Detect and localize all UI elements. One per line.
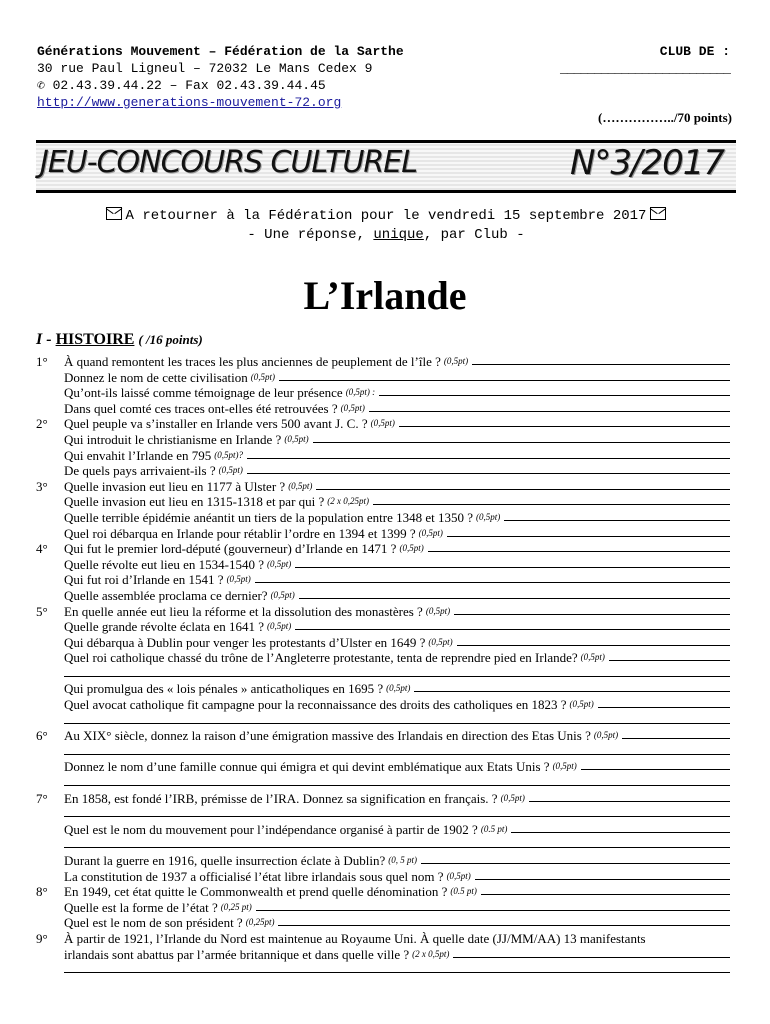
- question-row: [36, 416, 730, 432]
- question-text: Donnez le nom de cette civilisation: [64, 369, 248, 385]
- question-text: Qui débarqua à Dublin pour venger les protestants d’Ulster en 1649 ?: [64, 634, 426, 650]
- question-row: [36, 650, 730, 666]
- question-number: 2°: [36, 416, 48, 432]
- answer-line[interactable]: [64, 713, 730, 724]
- answer-line[interactable]: [64, 806, 730, 817]
- question-row: [36, 604, 730, 620]
- question-text: À partir de 1921, l’Irlande du Nord est maintenue au Royaume Uni. À quelle date (JJ/MM/AA) 13 manifestants: [64, 930, 646, 946]
- question-row: [36, 541, 730, 557]
- answer-line[interactable]: [379, 385, 730, 396]
- question-points: (0,5pt): [267, 558, 292, 569]
- question-text: Quel peuple va s’installer en Irlande vers 500 avant J. C. ?: [64, 416, 368, 432]
- section-dash: -: [42, 331, 56, 348]
- question-row: [36, 572, 730, 588]
- question-number: [36, 385, 64, 401]
- total-points: (……………../70 points): [598, 110, 732, 125]
- question-text: Quelle est la forme de l’état ?: [64, 899, 218, 915]
- answer-line[interactable]: [447, 526, 730, 537]
- answer-line[interactable]: [481, 884, 730, 895]
- question-points: (0,5pt): [500, 792, 525, 803]
- question-number: 7°: [36, 790, 48, 806]
- question-text: Donnez le nom d’une famille connue qui émigra et qui devint emblématique aux Etats Unis ?: [64, 759, 550, 775]
- question-points: (0,5pt): [270, 589, 295, 600]
- question-row: [36, 744, 730, 760]
- return-notice: [36, 207, 736, 245]
- question-row: [36, 915, 730, 931]
- answer-line[interactable]: [373, 494, 730, 505]
- question-row: [36, 619, 730, 635]
- organization-address: 30 rue Paul Ligneul – 72032 Le Mans Cedex 9: [37, 61, 373, 76]
- question-text: Quel roi catholique chassé du trône de l’Angleterre protestante, tenta de reprendre pied en Irlande?: [64, 650, 578, 666]
- question-text: Quelle révolte eut lieu en 1534-1540 ?: [64, 556, 264, 572]
- answer-line[interactable]: [453, 947, 730, 958]
- section-roman: I: [36, 331, 43, 348]
- question-points: (0,5pt): [340, 402, 365, 413]
- section-heading: [36, 331, 203, 349]
- answer-line[interactable]: [622, 728, 730, 739]
- question-row: [36, 666, 730, 682]
- question-list: [36, 354, 730, 978]
- question-number: 3°: [36, 478, 48, 494]
- question-row: [36, 900, 730, 916]
- question-points: (0.5 pt): [450, 886, 477, 897]
- question-points: (0,5pt): [580, 652, 605, 663]
- answer-line[interactable]: [316, 479, 730, 490]
- answer-line[interactable]: [457, 635, 730, 646]
- question-number: [36, 947, 64, 963]
- question-points: (0,5pt): [266, 621, 292, 632]
- question-points: (0,5pt): [476, 511, 501, 522]
- question-points: (0,5pt) :: [345, 387, 376, 398]
- question-row: [36, 822, 730, 838]
- club-block: [520, 43, 730, 77]
- question-number: [36, 681, 64, 697]
- question-points: (0,25 pt): [220, 901, 252, 912]
- question-text: irlandais sont abattus par l’armée britannique et dans quelle ville ?: [64, 946, 410, 962]
- question-row: [36, 557, 730, 573]
- question-row: [36, 432, 730, 448]
- question-text: De quels pays arrivaient-ils ?: [64, 463, 216, 479]
- question-number: [36, 370, 64, 386]
- section-title: HISTOIRE: [55, 331, 135, 348]
- question-number: [36, 619, 64, 635]
- notice-rule-unique: unique: [373, 227, 424, 243]
- question-number: [36, 697, 64, 713]
- question-number: [36, 650, 64, 666]
- question-row: [36, 463, 730, 479]
- organization-name: Générations Mouvement – Fédération de la Sarthe: [37, 44, 404, 59]
- club-label: CLUB DE :: [659, 44, 730, 59]
- answer-line[interactable]: [64, 837, 730, 848]
- question-text: Quelle invasion eut lieu en 1315-1318 et par qui ?: [64, 494, 325, 510]
- answer-line[interactable]: [475, 869, 730, 880]
- question-row: [36, 588, 730, 604]
- organization-phone: ✆ 02.43.39.44.22 – Fax 02.43.39.44.45: [37, 78, 326, 93]
- organization-block: [37, 43, 517, 111]
- question-points: (0,5pt): [370, 418, 395, 429]
- question-points: (0, 5 pt): [388, 855, 418, 865]
- answer-line[interactable]: [609, 650, 730, 661]
- question-points: (0,25pt): [245, 917, 275, 928]
- question-number: [36, 401, 64, 417]
- question-points: (0,5pt): [446, 870, 471, 881]
- question-points: (0,5pt): [425, 605, 451, 616]
- question-points: (0,5pt): [399, 543, 424, 554]
- question-points: (0,5pt): [443, 356, 469, 366]
- question-number: 6°: [36, 728, 48, 744]
- question-points: (0,5pt): [569, 699, 594, 710]
- question-row: [36, 713, 730, 729]
- question-points: (0,5pt): [593, 730, 619, 741]
- question-number: [36, 432, 64, 448]
- answer-line[interactable]: [581, 759, 730, 770]
- question-text: Qui promulgua des « lois pénales » anticatholiques en 1695 ?: [64, 681, 384, 697]
- notice-rule-a: - Une réponse,: [247, 227, 374, 243]
- question-text: Quelle grande révolte éclata en 1641 ?: [64, 619, 264, 635]
- answer-line[interactable]: [247, 463, 730, 474]
- answer-line[interactable]: [421, 853, 730, 864]
- answer-line[interactable]: [64, 666, 730, 677]
- question-row: [36, 775, 730, 791]
- question-row: [36, 370, 730, 386]
- question-points: (0,5pt): [226, 574, 251, 585]
- question-row: [36, 401, 730, 417]
- question-number: [36, 463, 64, 479]
- question-number: [36, 588, 64, 604]
- answer-line[interactable]: [255, 572, 730, 583]
- question-number: [36, 759, 64, 775]
- question-row: [36, 837, 730, 853]
- question-row: [36, 479, 730, 495]
- question-text: Quel est le nom de son président ?: [64, 915, 243, 931]
- question-text: Qui introduit le christianisme en Irlande ?: [64, 431, 282, 447]
- question-number: 4°: [36, 541, 48, 557]
- question-number: [36, 822, 64, 838]
- question-points: (0,5pt): [418, 527, 443, 538]
- banner-title: JEU-CONCOURS CULTUREL: [40, 145, 417, 180]
- notice-rule-c: , par Club -: [423, 227, 525, 243]
- question-row: [36, 354, 730, 370]
- answer-line[interactable]: [504, 510, 730, 521]
- contest-banner: [36, 140, 736, 193]
- question-number: [36, 635, 64, 651]
- page-title: L’Irlande: [303, 273, 467, 318]
- question-row: [36, 385, 730, 401]
- section-points: ( /16 points): [138, 332, 203, 347]
- question-text: Quelle assemblée proclama ce dernier?: [64, 587, 268, 603]
- answer-line[interactable]: [428, 541, 730, 552]
- question-points: (0,5pt): [284, 433, 309, 444]
- question-row: [36, 697, 730, 713]
- question-text: Quelle invasion eut lieu en 1177 à Ulster ?: [64, 478, 286, 494]
- question-row: [36, 448, 730, 464]
- question-row: [36, 791, 730, 807]
- question-text: En 1858, est fondé l’IRB, prémisse de l’IRA. Donnez sa signification en français. ?: [64, 790, 498, 806]
- question-number: [36, 572, 64, 588]
- answer-line[interactable]: [529, 791, 730, 802]
- question-row: [36, 759, 730, 775]
- question-row: [36, 635, 730, 651]
- question-row: [36, 962, 730, 978]
- question-number: [36, 448, 64, 464]
- answer-line[interactable]: [598, 697, 730, 708]
- answer-line[interactable]: [399, 416, 730, 427]
- question-row: [36, 853, 730, 869]
- question-number: [36, 510, 64, 526]
- question-row: [36, 931, 730, 947]
- answer-line[interactable]: [279, 370, 730, 381]
- question-number: 9°: [36, 930, 48, 946]
- banner-number: N°3/2017: [569, 143, 724, 183]
- question-row: [36, 494, 730, 510]
- question-text: Qui fut roi d’Irlande en 1541 ?: [64, 572, 224, 588]
- answer-line[interactable]: [247, 448, 730, 459]
- question-number: [36, 853, 64, 869]
- club-name-field[interactable]: _________________________: [559, 61, 730, 76]
- question-text: À quand remontent les traces les plus anciennes de peuplement de l’île ?: [64, 354, 441, 369]
- envelope-icon: [650, 207, 666, 220]
- envelope-icon: [106, 207, 122, 220]
- answer-line[interactable]: [256, 900, 730, 911]
- organization-url-link[interactable]: http://www.generations-mouvement-72.org: [37, 95, 342, 110]
- question-text: Quel avocat catholique fit campagne pour la reconnaissance des droits des catholiques en 1823 ?: [64, 697, 567, 713]
- question-number: 8°: [36, 884, 48, 900]
- question-row: [36, 728, 730, 744]
- question-number: 5°: [36, 603, 48, 619]
- answer-line[interactable]: [472, 354, 730, 365]
- answer-line[interactable]: [278, 915, 730, 926]
- question-row: [36, 884, 730, 900]
- answer-line[interactable]: [369, 401, 730, 412]
- answer-line[interactable]: [295, 557, 730, 568]
- question-points: (0,5pt)?: [214, 449, 244, 460]
- question-points: (2 x 0,25pt): [327, 496, 370, 507]
- question-row: [36, 681, 730, 697]
- answer-line[interactable]: [295, 619, 730, 630]
- question-text: Quelle terrible épidémie anéantit un tiers de la population entre 1348 et 1350 ?: [64, 509, 473, 525]
- answer-line[interactable]: [454, 604, 730, 615]
- answer-line[interactable]: [299, 588, 730, 599]
- question-number: [36, 557, 64, 573]
- answer-line[interactable]: [313, 432, 730, 443]
- notice-deadline: A retourner à la Fédération pour le vendredi 15 septembre 2017: [125, 208, 647, 224]
- question-points: (0,5pt): [552, 761, 577, 772]
- question-points: (0,5pt): [288, 480, 313, 491]
- question-text: Dans quel comté ces traces ont-elles été retrouvées ?: [64, 400, 338, 416]
- answer-line[interactable]: [511, 822, 730, 833]
- question-text: Durant la guerre en 1916, quelle insurrection éclate à Dublin?: [64, 853, 386, 868]
- question-points: (0,5pt): [250, 371, 275, 382]
- answer-line[interactable]: [64, 744, 730, 755]
- answer-line[interactable]: [64, 962, 730, 973]
- question-text: La constitution de 1937 a officialisé l’état libre irlandais sous quel nom ?: [64, 868, 444, 884]
- question-row: [36, 510, 730, 526]
- question-number: [36, 869, 64, 885]
- question-number: 1°: [36, 354, 48, 369]
- question-points: (0,5pt): [386, 683, 411, 694]
- question-number: [36, 494, 64, 510]
- question-text: Qui fut le premier lord-député (gouverneur) d’Irlande en 1471 ?: [64, 541, 397, 557]
- question-number: [36, 900, 64, 916]
- answer-line[interactable]: [64, 775, 730, 786]
- question-number: [36, 526, 64, 542]
- question-text: Qui envahit l’Irlande en 795: [64, 447, 212, 463]
- question-text: En quelle année eut lieu la réforme et la dissolution des monastères ?: [64, 603, 423, 619]
- question-text: En 1949, cet état quitte le Commonwealth et prend quelle dénomination ?: [64, 884, 448, 900]
- question-row: [36, 806, 730, 822]
- question-points: (2 x 0,5pt): [412, 948, 450, 959]
- question-row: [36, 947, 730, 963]
- question-text: Qu’ont-ils laissé comme témoignage de leur présence: [64, 385, 343, 401]
- question-text: Quel roi débarqua en Irlande pour rétablir l’ordre en 1394 et 1399 ?: [64, 525, 416, 541]
- question-row: [36, 526, 730, 542]
- question-points: (0,5pt): [218, 465, 243, 476]
- question-points: (0.5 pt): [480, 823, 508, 834]
- answer-line[interactable]: [414, 681, 730, 692]
- question-row: [36, 869, 730, 885]
- question-points: (0,5pt): [428, 636, 453, 647]
- question-text: Quel est le nom du mouvement pour l’indépendance organisé à partir de 1902 ?: [64, 821, 478, 837]
- question-text: Au XIX° siècle, donnez la raison d’une émigration massive des Irlandais en direction des Etas Unis ?: [64, 728, 591, 744]
- question-number: [36, 915, 64, 931]
